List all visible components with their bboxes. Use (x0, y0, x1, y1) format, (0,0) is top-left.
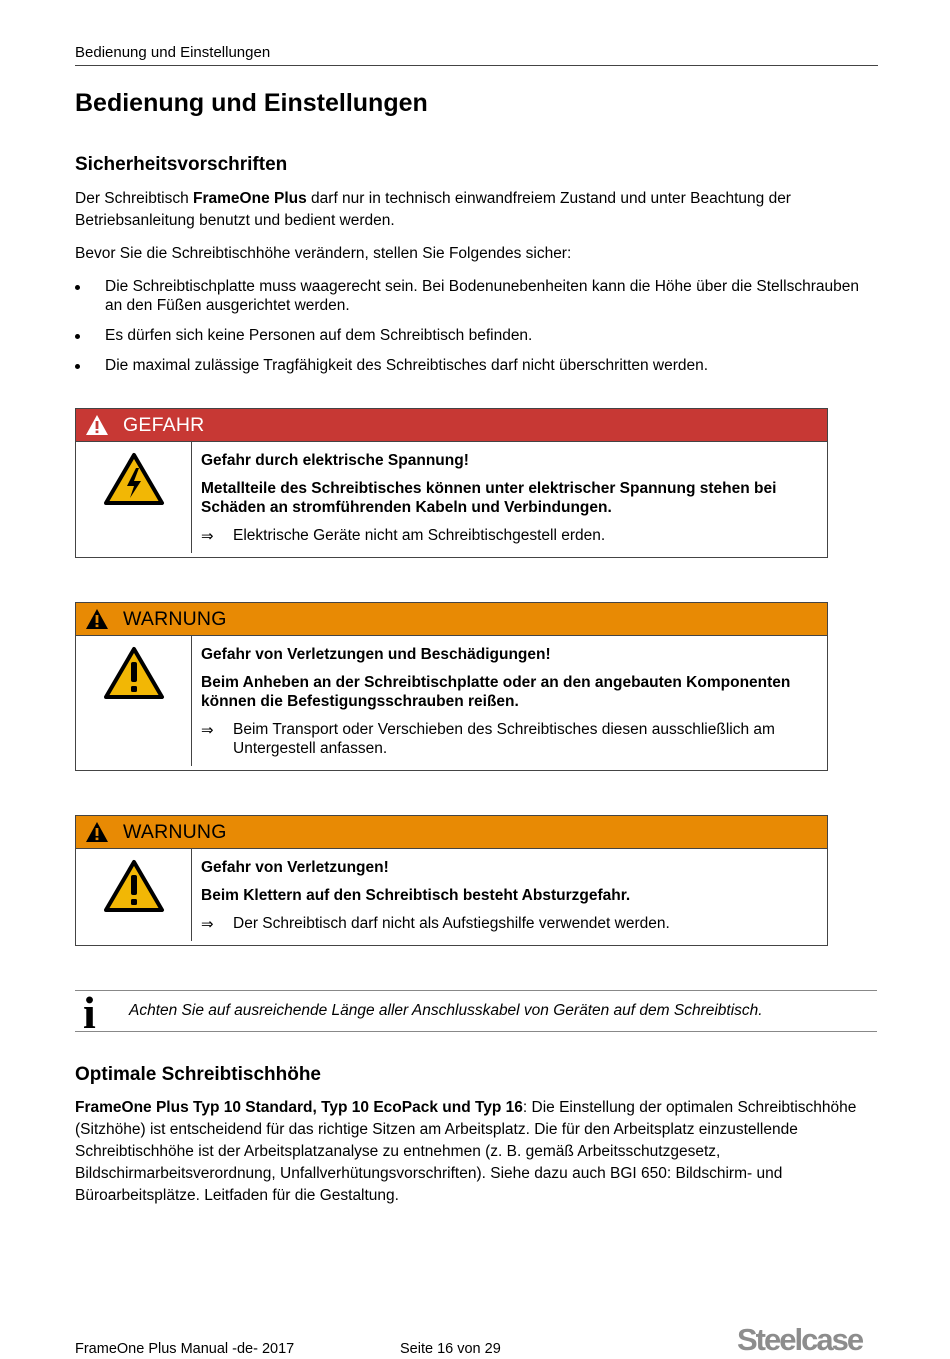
section-heading-safety: Sicherheitsvorschriften (75, 154, 288, 175)
warning-header (76, 603, 827, 636)
warning-label: WARNUNG (123, 607, 227, 630)
footer-manual: FrameOne Plus Manual -de- 2017 (75, 1341, 295, 1357)
bullet-icon (75, 285, 80, 290)
electric-hazard-icon (103, 452, 165, 506)
warning-notice-lifting (75, 602, 828, 771)
list-item: Es dürfen sich keine Personen auf dem Schreibtisch befinden. (75, 326, 865, 345)
warning-triangle-icon (85, 821, 109, 843)
warning-action: ⇒ Beim Transport oder Verschieben des Schreibtisches diesen ausschließlich am Untergestell anfassen. (201, 721, 775, 757)
danger-action: ⇒ Elektrische Geräte nicht am Schreibtischgestell erden. (201, 527, 606, 545)
danger-title: Gefahr durch elektrische Spannung! (201, 452, 469, 469)
section-heading-height: Optimale Schreibtischhöhe (75, 1064, 321, 1085)
warning-label: WARNUNG (123, 820, 227, 843)
warning-action: ⇒ Der Schreibtisch darf nicht als Aufstiegshilfe verwendet werden. (201, 915, 670, 933)
list-item: Die Schreibtischplatte muss waagerecht sein. Bei Bodenunebenheiten kann die Höhe über die Stellschrauben an den Füßen ausgerichtet werden. (75, 277, 865, 315)
info-note-text: Achten Sie auf ausreichende Länge aller Anschlusskabel von Geräten auf dem Schreibtisch. (129, 1002, 763, 1019)
exclamation-warning-icon (103, 646, 165, 700)
running-header: Bedienung und Einstellungen (75, 44, 878, 66)
warning-description: Beim Klettern auf den Schreibtisch besteht Absturzgefahr. (201, 887, 631, 904)
warning-triangle-icon (85, 608, 109, 630)
product-name: FrameOne Plus (193, 190, 307, 207)
arrow-icon: ⇒ (201, 916, 214, 933)
product-types: FrameOne Plus Typ 10 Standard, Typ 10 EcoPack und Typ 16 (75, 1099, 523, 1116)
danger-header (76, 409, 827, 442)
list-item: Die maximal zulässige Tragfähigkeit des Schreibtisches darf nicht überschritten werden. (75, 356, 865, 375)
bullet-icon (75, 364, 80, 369)
arrow-icon: ⇒ (201, 722, 214, 739)
footer-page-number: Seite 16 von 29 (400, 1341, 501, 1357)
intro-paragraph: Der Schreibtisch FrameOne Plus darf nur in technisch einwandfreiem Zustand und unter Beachtung der Betriebsanleitung benutzt und bedient werden. (75, 190, 791, 229)
warning-title: Gefahr von Verletzungen und Beschädigungen! (201, 646, 551, 663)
page-title: Bedienung und Einstellungen (75, 89, 428, 117)
steelcase-logo: Steelcase (737, 1322, 863, 1357)
info-icon: i (83, 987, 96, 1038)
exclamation-warning-icon (103, 859, 165, 913)
bullet-icon (75, 334, 80, 339)
danger-notice (75, 408, 828, 558)
height-paragraph: FrameOne Plus Typ 10 Standard, Typ 10 EcoPack und Typ 16: Die Einstellung der optimalen Schreibtischhöhe (Sitzhöhe) ist entscheidend für das richtige Sitzen am Arbeitsplatz. Die für den Arbeitsplatz einzustellende Schreibtischhöhe ist der Arbeitsplatzanalyse zu entnehmen (z. B. gemäß Arbeitsschutzgesetz, Bildschirmarbeitsverordnung, Unfallverhütungsvorschriften). Siehe dazu auch BGI 650: Bildschirm- und Büroarbeitsplätze. Leitfaden für die Gestaltung. (75, 1099, 857, 1204)
danger-label: GEFAHR (123, 413, 205, 436)
warning-header (76, 816, 827, 849)
safety-checklist (75, 277, 865, 386)
warning-title: Gefahr von Verletzungen! (201, 859, 389, 876)
warning-description: Beim Anheben an der Schreibtischplatte oder an den angebauten Komponenten können die Befestigungsschrauben reißen. (201, 674, 791, 710)
checklist-intro: Bevor Sie die Schreibtischhöhe verändern, stellen Sie Folgendes sicher: (75, 245, 572, 262)
warning-notice-climbing (75, 815, 828, 946)
warning-triangle-icon (85, 414, 109, 436)
info-note (75, 987, 877, 1038)
arrow-icon: ⇒ (201, 528, 214, 545)
danger-description: Metallteile des Schreibtisches können unter elektrischer Spannung stehen bei Schäden an stromführenden Kabeln und Verbindungen. (201, 480, 777, 516)
